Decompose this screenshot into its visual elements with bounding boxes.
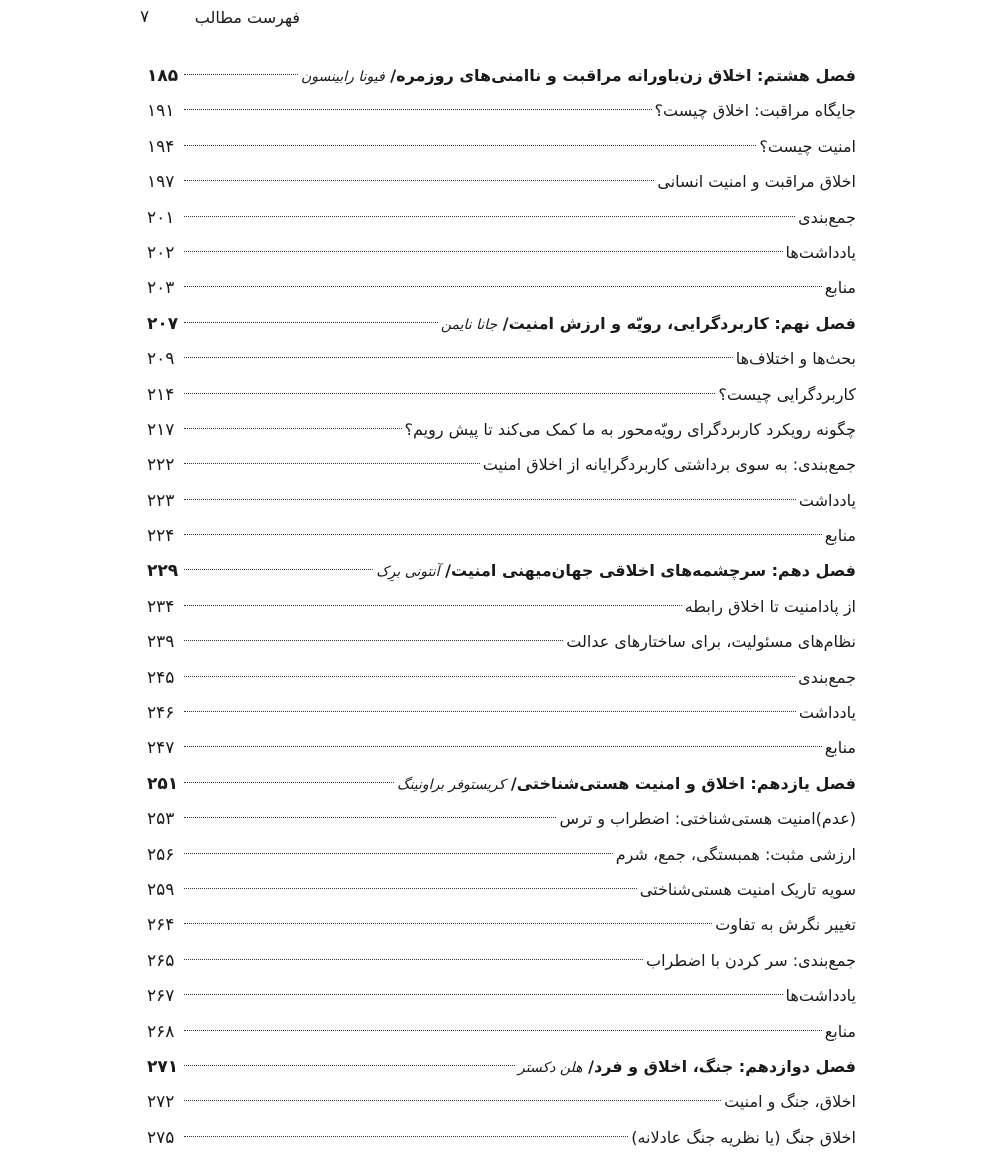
toc-entry-title xyxy=(825,1014,856,1049)
dot-leader xyxy=(184,286,822,287)
toc-entry-title-text: سویه‌ تاریک امنیت هستی‌شناختی xyxy=(639,879,856,899)
dot-leader xyxy=(184,605,682,606)
table-of-contents xyxy=(147,58,856,1155)
toc-entry-title xyxy=(799,483,856,518)
toc-section-entry xyxy=(147,200,856,235)
toc-entry-page-number: ۲۳۴ xyxy=(147,596,175,617)
toc-entry-title-text: کاربردگرایی چیست؟ xyxy=(718,384,856,404)
toc-entry-author: جانا نایمن xyxy=(440,316,498,333)
toc-entry-title xyxy=(483,447,856,482)
dot-leader xyxy=(184,216,795,217)
toc-section-entry xyxy=(147,872,856,907)
toc-section-entry xyxy=(147,660,856,695)
toc-entry-title xyxy=(715,907,856,942)
dot-leader xyxy=(184,357,733,358)
toc-entry-page-number: ۲۶۸ xyxy=(147,1021,175,1042)
toc-entry-title-text: نظام‌های مسئولیت، برای ساختارهای عدالت xyxy=(566,632,856,652)
toc-entry-title xyxy=(405,412,856,447)
toc-section-entry xyxy=(147,695,856,730)
toc-section-entry xyxy=(147,907,856,942)
toc-entry-title-text: منابع xyxy=(824,1021,856,1041)
toc-entry-title xyxy=(616,837,856,872)
toc-section-entry xyxy=(147,978,856,1013)
toc-section-entry xyxy=(147,341,856,376)
toc-entry-page-number: ۲۰۲ xyxy=(147,242,175,263)
toc-entry-title xyxy=(718,377,856,412)
toc-entry-title-text: یادداشت‌ها xyxy=(785,986,856,1006)
dot-leader xyxy=(184,817,556,818)
toc-section-entry xyxy=(147,589,856,624)
dot-leader xyxy=(184,959,643,960)
toc-entry-title-text: بحث‌ها و اختلاف‌ها xyxy=(735,349,856,369)
toc-entry-title xyxy=(786,978,856,1013)
toc-section-entry xyxy=(147,943,856,978)
dot-leader xyxy=(184,1030,822,1031)
dot-leader xyxy=(184,145,756,146)
toc-section-entry xyxy=(147,801,856,836)
toc-entry-title xyxy=(397,766,856,803)
toc-entry-page-number: ۲۱۷ xyxy=(147,419,175,440)
toc-entry-page-number: ۲۵۶ xyxy=(147,844,175,865)
toc-entry-title-text: فصل دوازدهم: جنگ، اخلاق و فرد/ xyxy=(588,1056,856,1076)
toc-chapter-entry xyxy=(147,58,856,93)
toc-entry-title xyxy=(518,1049,856,1086)
toc-entry-page-number: ۲۱۴ xyxy=(147,384,175,405)
dot-leader xyxy=(184,1136,628,1137)
toc-entry-title-text: فصل دهم: سرچشمه‌های اخلاقی جهان‌میهنی امنیت/ xyxy=(445,561,856,581)
toc-entry-page-number: ۲۷۲ xyxy=(147,1092,175,1113)
toc-section-entry xyxy=(147,518,856,553)
toc-entry-title xyxy=(724,1084,856,1119)
toc-section-entry xyxy=(147,377,856,412)
toc-entry-title-text: فصل هشتم: اخلاق زن‌باورانه مراقبت و ناامنی‌های روزمره/ xyxy=(390,66,856,85)
toc-section-entry xyxy=(147,1120,856,1155)
toc-entry-page-number: ۲۴۷ xyxy=(147,738,175,759)
toc-section-entry xyxy=(147,837,856,872)
toc-section-entry xyxy=(147,483,856,518)
toc-entry-title xyxy=(646,943,856,978)
dot-leader xyxy=(184,923,712,924)
running-head-title: فهرست مطالب xyxy=(194,7,300,27)
toc-entry-title-text: یادداشت xyxy=(798,490,856,510)
toc-entry-page-number: ۲۴۵ xyxy=(147,667,175,688)
toc-entry-page-number: ۲۶۴ xyxy=(147,915,175,936)
toc-entry-title-text: اخلاق جنگ (یا نظریه‌ جنگ عادلانه) xyxy=(631,1127,856,1147)
toc-entry-title-text: تغییر نگرش به تفاوت xyxy=(715,915,856,935)
toc-entry-title xyxy=(566,624,856,659)
dot-leader xyxy=(184,428,402,429)
dot-leader xyxy=(184,711,796,712)
toc-section-entry xyxy=(147,412,856,447)
toc-entry-page-number: ۲۰۳ xyxy=(147,278,175,299)
toc-entry-author: فیونا رابینسون xyxy=(300,69,385,85)
toc-section-entry xyxy=(147,129,856,164)
dot-leader xyxy=(184,888,637,889)
toc-entry-title xyxy=(799,695,856,730)
toc-entry-page-number: ۲۲۳ xyxy=(147,490,175,511)
toc-entry-page-number: ۲۶۷ xyxy=(147,986,175,1007)
toc-entry-page-number: ۲۰۹ xyxy=(147,349,175,370)
dot-leader xyxy=(184,251,783,252)
toc-entry-title-text: از پادامنیت تا اخلاق رابطه xyxy=(684,596,856,616)
toc-entry-title-text: (عدم)امنیت هستی‌شناختی: اضطراب و ترس xyxy=(559,809,856,829)
dot-leader xyxy=(184,1100,721,1101)
toc-entry-title-text: یادداشت xyxy=(798,703,856,723)
toc-entry-title xyxy=(825,730,856,765)
toc-section-entry xyxy=(147,1084,856,1119)
toc-entry-page-number: ۲۵۱ xyxy=(147,773,179,794)
dot-leader xyxy=(184,109,652,110)
dot-leader xyxy=(184,499,796,500)
toc-entry-title xyxy=(825,270,856,305)
toc-section-entry xyxy=(147,1014,856,1049)
toc-entry-author: کریستوفر براونینگ xyxy=(397,776,506,793)
dot-leader xyxy=(184,746,822,747)
toc-entry-author: آنتونی برِک xyxy=(376,564,440,581)
toc-entry-page-number: ۱۹۴ xyxy=(147,136,175,157)
toc-entry-title xyxy=(798,660,856,695)
toc-entry-title xyxy=(825,518,856,553)
toc-entry-title-text: منابع xyxy=(824,526,856,546)
toc-entry-page-number: ۲۰۱ xyxy=(147,207,175,228)
toc-entry-title xyxy=(441,306,856,343)
toc-entry-title xyxy=(301,58,856,95)
toc-entry-title xyxy=(736,341,856,376)
toc-section-entry xyxy=(147,447,856,482)
toc-section-entry xyxy=(147,235,856,270)
toc-entry-title xyxy=(798,200,856,235)
toc-section-entry xyxy=(147,164,856,199)
toc-entry-author: هلن دکستر xyxy=(518,1059,583,1076)
running-head xyxy=(140,4,300,30)
dot-leader xyxy=(184,640,563,641)
dot-leader xyxy=(184,994,783,995)
toc-entry-title-text: جایگاه مراقبت: اخلاق چیست؟ xyxy=(654,101,856,121)
dot-leader xyxy=(184,180,654,181)
toc-section-entry xyxy=(147,624,856,659)
toc-entry-title xyxy=(657,164,856,199)
toc-entry-page-number: ۱۸۵ xyxy=(147,66,179,86)
dot-leader xyxy=(184,322,438,323)
toc-section-entry xyxy=(147,730,856,765)
toc-entry-title xyxy=(559,801,856,836)
toc-entry-title-text: یادداشت‌ها xyxy=(785,242,856,262)
toc-entry-page-number: ۲۲۲ xyxy=(147,455,175,476)
toc-entry-page-number: ۱۹۱ xyxy=(147,101,175,122)
toc-entry-page-number: ۲۴۶ xyxy=(147,703,175,724)
toc-entry-page-number: ۲۷۱ xyxy=(147,1056,179,1077)
toc-section-entry xyxy=(147,270,856,305)
toc-entry-title xyxy=(759,129,856,164)
toc-entry-title-text: منابع xyxy=(824,738,856,758)
toc-entry-title-text: جمع‌بندی: به سوی برداشتی کاربردگرایانه از اخلاق امنیت xyxy=(482,455,856,475)
toc-entry-page-number: ۲۵۳ xyxy=(147,809,175,830)
toc-entry-title xyxy=(640,872,856,907)
toc-entry-title-text: امنیت چیست؟ xyxy=(759,136,856,156)
toc-entry-title-text: ارزشی مثبت: همبستگی، جمع، شرم xyxy=(615,844,856,864)
toc-entry-page-number: ۲۲۹ xyxy=(147,561,179,582)
toc-chapter-entry xyxy=(147,553,856,588)
toc-entry-title-text: اخلاق مراقبت و امنیت انسانی xyxy=(657,172,856,192)
dot-leader xyxy=(184,74,298,75)
toc-entry-page-number: ۲۳۹ xyxy=(147,632,175,653)
toc-entry-title-text: اخلاق، جنگ و امنیت xyxy=(724,1092,856,1112)
toc-chapter-entry xyxy=(147,766,856,801)
toc-entry-title-text: جمع‌بندی: سر کردن با اضطراب xyxy=(646,950,856,970)
dot-leader xyxy=(184,463,480,464)
toc-entry-page-number: ۲۶۵ xyxy=(147,950,175,971)
toc-entry-title xyxy=(685,589,856,624)
toc-entry-title-text: فصل نهم: کاربردگرایی، رویّه و ارزش امنیت/ xyxy=(502,313,856,333)
dot-leader xyxy=(184,782,394,783)
dot-leader xyxy=(184,1065,515,1066)
toc-entry-title xyxy=(376,553,856,590)
toc-entry-title xyxy=(655,93,856,128)
toc-entry-page-number: ۲۷۵ xyxy=(147,1127,175,1148)
toc-entry-title-text: فصل یازدهم: اخلاق و امنیت هستی‌شناختی/ xyxy=(510,773,856,793)
toc-entry-title-text: چگونه رویکرد کاربردگرای رویّه‌محور به ما کمک می‌کند تا پیش رویم؟ xyxy=(404,419,856,439)
page-number: ۷ xyxy=(140,7,150,27)
toc-entry-title xyxy=(631,1120,856,1155)
dot-leader xyxy=(184,853,613,854)
dot-leader xyxy=(184,393,715,394)
toc-entry-page-number: ۱۹۷ xyxy=(147,172,175,193)
toc-entry-title xyxy=(786,235,856,270)
toc-entry-page-number: ۲۲۴ xyxy=(147,526,175,547)
toc-section-entry xyxy=(147,93,856,128)
toc-entry-title-text: جمع‌بندی xyxy=(798,667,856,687)
toc-entry-title-text: جمع‌بندی xyxy=(798,207,856,227)
dot-leader xyxy=(184,534,822,535)
toc-entry-page-number: ۲۰۷ xyxy=(147,313,179,334)
dot-leader xyxy=(184,569,373,570)
toc-entry-page-number: ۲۵۹ xyxy=(147,879,175,900)
toc-chapter-entry xyxy=(147,1049,856,1084)
toc-entry-title-text: منابع xyxy=(824,278,856,298)
dot-leader xyxy=(184,676,795,677)
toc-chapter-entry xyxy=(147,306,856,341)
